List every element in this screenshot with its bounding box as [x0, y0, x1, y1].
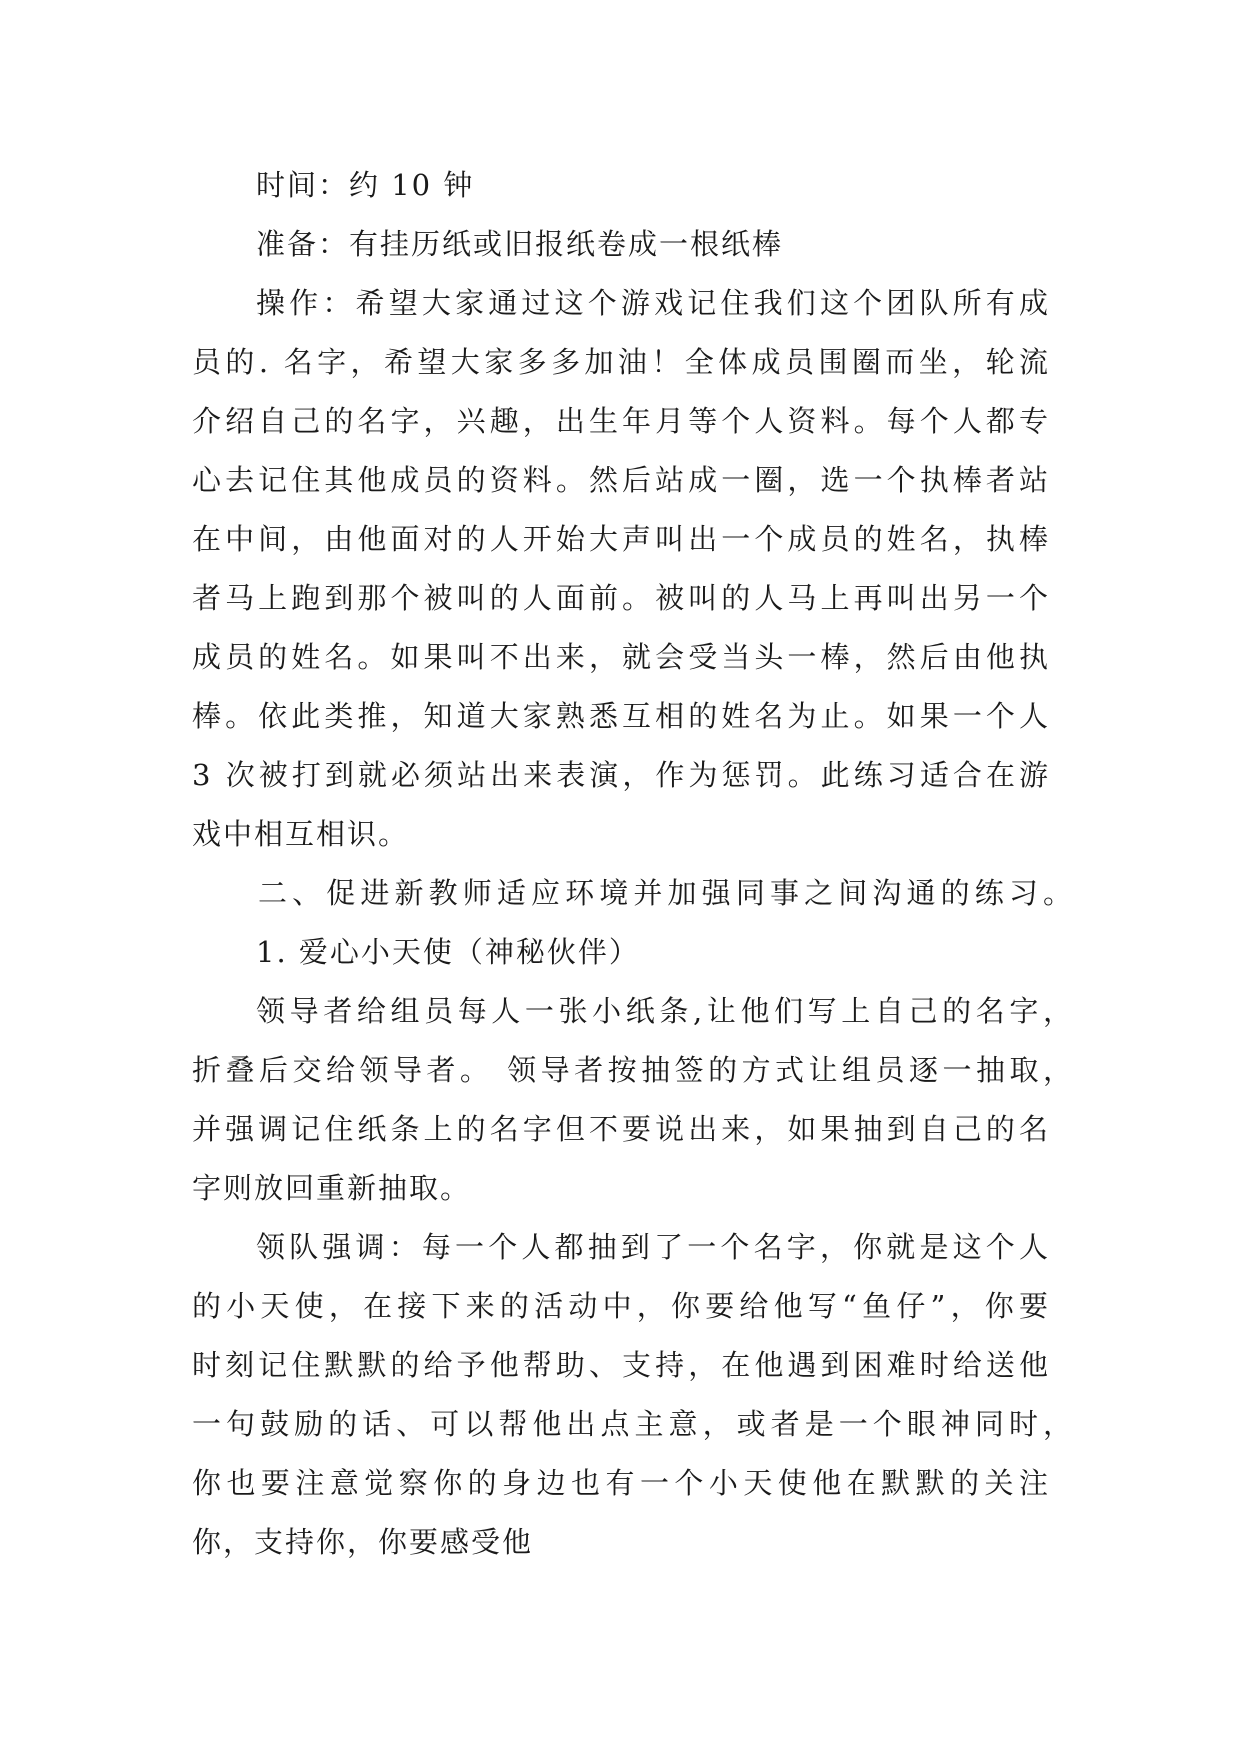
- text-line: 员的. 名字，希望大家多多加油！全体成员围圈而坐，轮流: [192, 345, 1050, 379]
- text-line: 折叠后交给领导者。 领导者按抽签的方式让组员逐一抽取，: [192, 1053, 1074, 1087]
- section-heading: 二、促进新教师适应环境并加强同事之间沟通的练习。: [258, 876, 1074, 910]
- text-line: 成员的姓名。如果叫不出来，就会受当头一棒，然后由他执: [192, 640, 1050, 674]
- text-line: 3 次被打到就必须站出来表演，作为惩罚。此练习适合在游: [192, 758, 1050, 792]
- text-line-operation: 操作：希望大家通过这个游戏记住我们这个团队所有成: [256, 286, 1050, 320]
- text-line: 领队强调：每一个人都抽到了一个名字，你就是这个人: [256, 1230, 1050, 1264]
- text-line: 棒。依此类推，知道大家熟悉互相的姓名为止。如果一个人: [192, 699, 1050, 733]
- text-line: 在中间，由他面对的人开始大声叫出一个成员的姓名，执棒: [192, 522, 1050, 556]
- subsection-heading: 1. 爱心小天使（神秘伙伴）: [256, 935, 640, 969]
- text-line: 你，支持你，你要感受他: [192, 1525, 534, 1559]
- text-line: 戏中相互相识。: [192, 817, 410, 851]
- text-line-time: 时间：约 10 钟: [256, 168, 475, 202]
- text-line: 并强调记住纸条上的名字但不要说出来，如果抽到自己的名: [192, 1112, 1050, 1146]
- text-line-preparation: 准备：有挂历纸或旧报纸卷成一根纸棒: [256, 227, 784, 261]
- text-line: 领导者给组员每人一张小纸条,让他们写上自己的名字，: [256, 994, 1074, 1028]
- text-line: 一句鼓励的话、可以帮他出点主意，或者是一个眼神同时，: [192, 1407, 1074, 1441]
- text-line: 介绍自己的名字，兴趣，出生年月等个人资料。每个人都专: [192, 404, 1050, 438]
- text-line: 心去记住其他成员的资料。然后站成一圈，选一个执棒者站: [192, 463, 1050, 497]
- text-line: 者马上跑到那个被叫的人面前。被叫的人马上再叫出另一个: [192, 581, 1050, 615]
- text-line: 的小天使，在接下来的活动中，你要给他写“鱼仔”，你要: [192, 1289, 1050, 1323]
- text-line: 字则放回重新抽取。: [192, 1171, 472, 1205]
- text-line: 时刻记住默默的给予他帮助、支持，在他遇到困难时给送他: [192, 1348, 1050, 1382]
- text-line: 你也要注意觉察你的身边也有一个小天使他在默默的关注: [192, 1466, 1050, 1500]
